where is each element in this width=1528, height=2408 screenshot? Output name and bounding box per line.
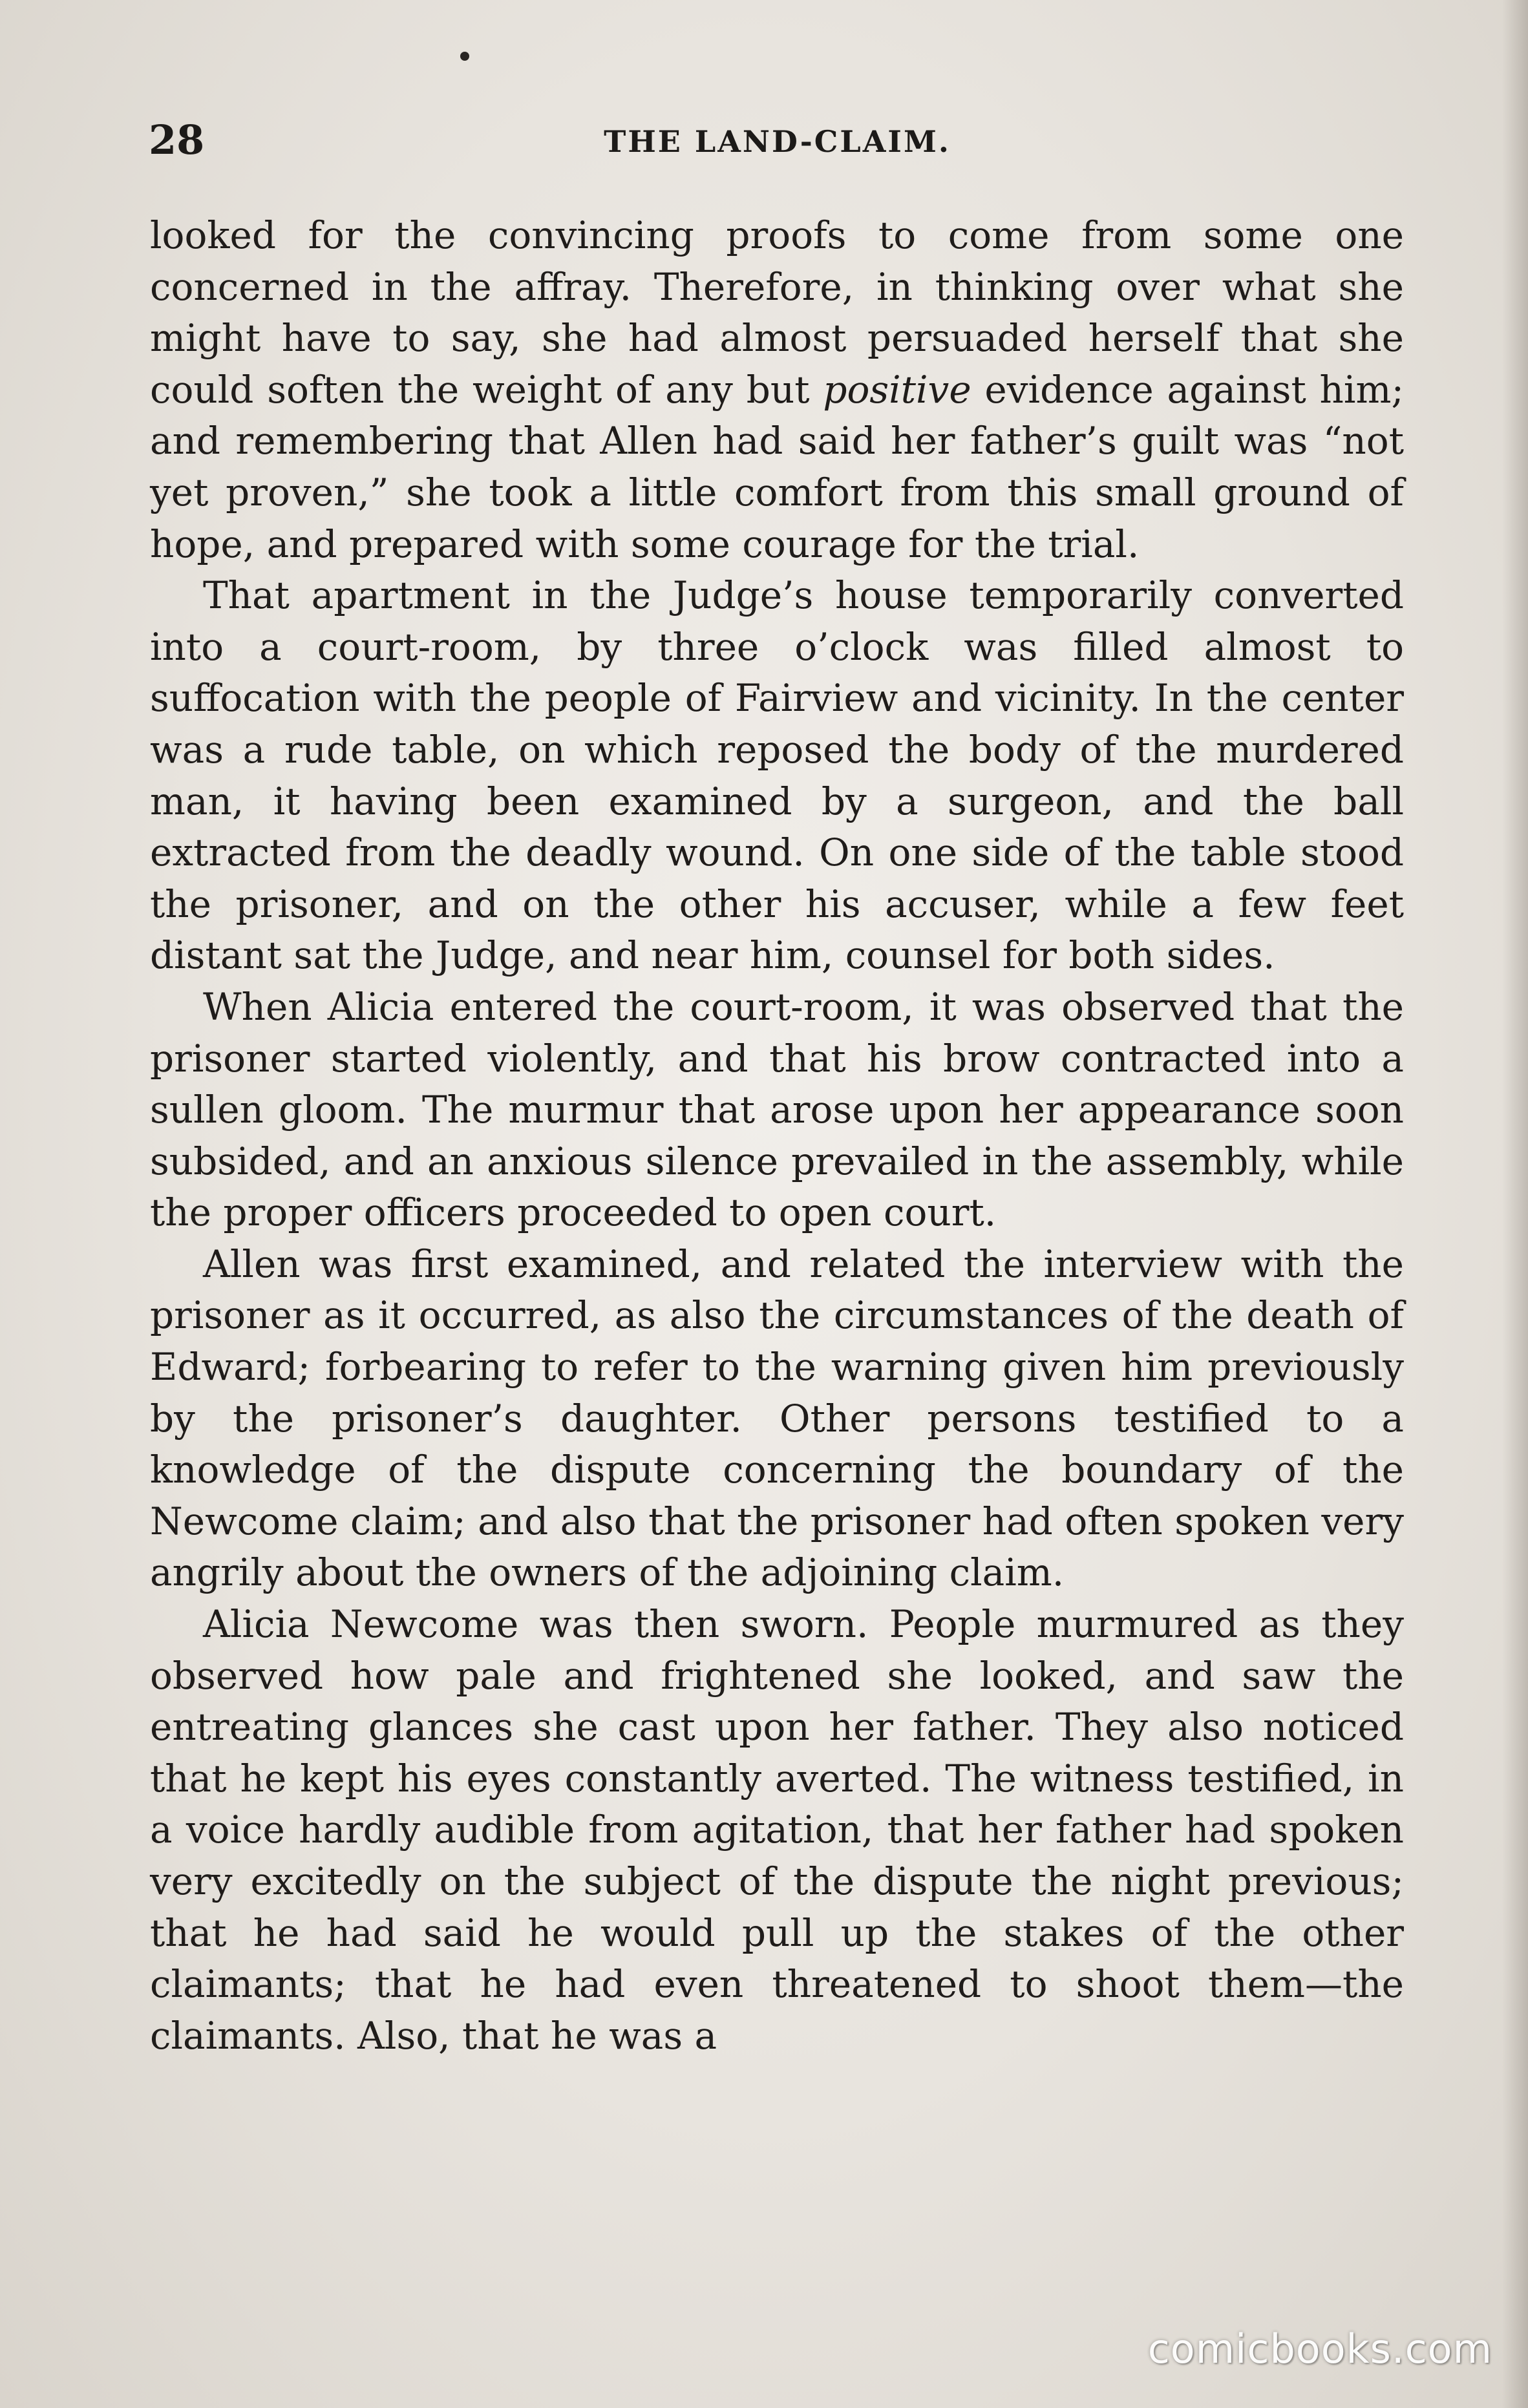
paragraph-text: Alicia Newcome was then sworn. People murmured as they observed how pale and frightened she looked, and saw the entreating glances she cast upon her father. They also noticed that he kept his eyes constantly averted. The witness testified, in a voice hardly audible from agitation, that her father had spoken very excitedly on the subject of the dispute the night previous; that he had said he would pull up the stakes of the other claimants; that he had even threatened to shoot them—the claimants. Also, that he was a: [150, 1602, 1404, 2058]
site-watermark: comicbooks.com: [1147, 2325, 1492, 2372]
running-title: THE LAND-CLAIM.: [604, 124, 951, 159]
page-number: 28: [149, 116, 205, 164]
paragraph-text: That apartment in the Judge’s house temporarily converted into a court-room, by three o’clock was filled almost to suffocation with the people of Fairview and vicinity. In the center was a rude table, on which reposed the body of the murdered man, it having been examined by a surgeon, and the ball extracted from the deadly wound. On one side of the table stood the prisoner, and on the other his accuser, while a few feet distant sat the Judge, and near him, counsel for both sides.: [150, 573, 1404, 978]
paragraph: [150, 982, 1404, 1239]
paragraph-text: evidence against him; and remembering that Allen had said her father’s guilt was “not yet proven,” she took a little comfort from this small ground of hope, and prepared with some courage for the trial.: [150, 367, 1404, 566]
paragraph-text: Allen was first examined, and related the interview with the prisoner as it occurred, as also the circumstances of the death of Edward; forbearing to refer to the warning given him previously by the prisoner’s daughter. Other persons testified to a knowledge of the dispute concerning the boundary of the Newcome claim; and also that the prisoner had often spoken very angrily about the owners of the adjoining claim.: [150, 1241, 1404, 1595]
italic-emphasis: positive: [823, 367, 971, 412]
paragraph: [150, 1599, 1404, 2062]
paragraph-text: looked for the convincing proofs to come from some one concerned in the affray. Therefore, in thinking over what she might have to say, she had almost persuaded herself that she could soften the weight of any but: [150, 213, 1404, 412]
paragraph: [150, 1239, 1404, 1599]
ink-speck: [460, 52, 469, 61]
page-header: [149, 109, 1406, 167]
paragraph: [150, 570, 1404, 982]
paragraph-text: When Alicia entered the court-room, it was observed that the prisoner started violently, and that his brow contracted into a sullen gloom. The murmur that arose upon her appearance soon subsided, and an anxious silence prevailed in the assembly, while the proper officers proceeded to open court.: [150, 984, 1404, 1235]
body-text: [150, 210, 1404, 2062]
paragraph: [150, 210, 1404, 570]
page-edge-shadow: [1502, 0, 1528, 2408]
